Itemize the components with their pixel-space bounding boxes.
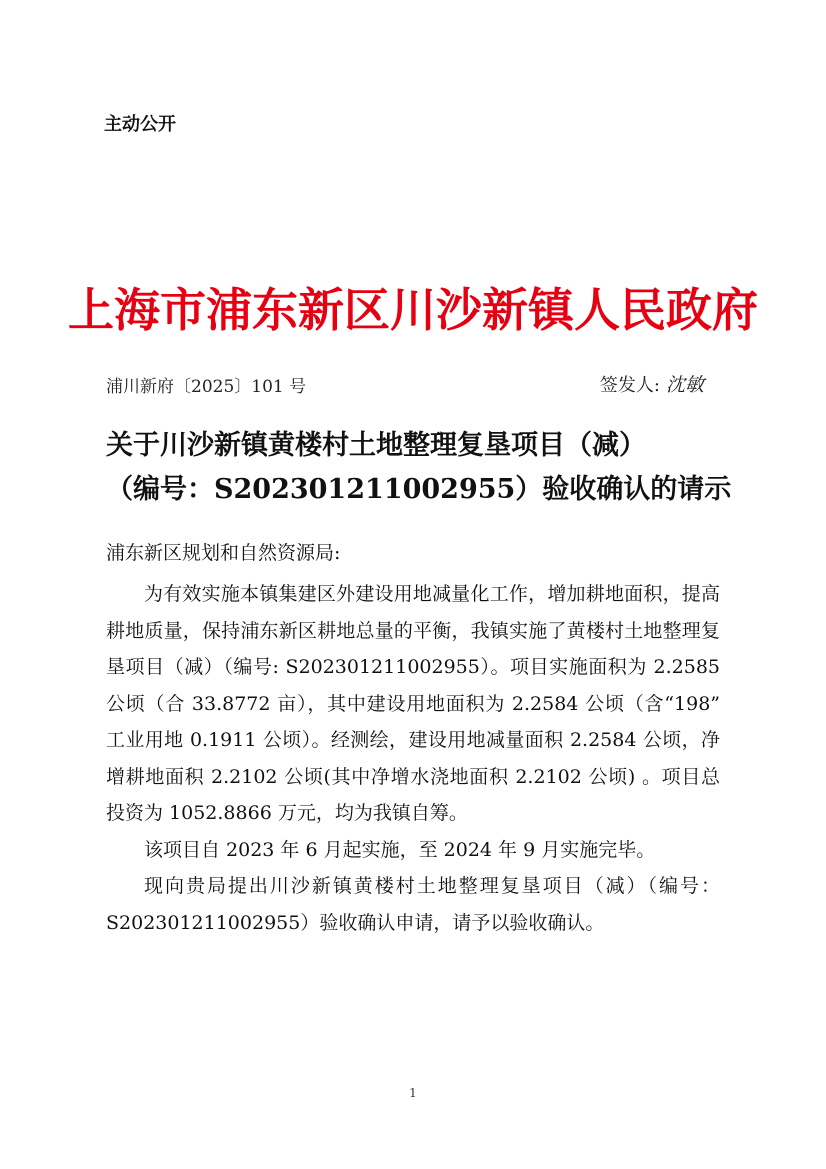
document-title-line-2: （编号：S202301211002955）验收确认的请示 <box>106 474 732 505</box>
body-paragraph-2: 该项目自 2023 年 6 月起实施，至 2024 年 9 月实施完毕。 <box>144 838 656 861</box>
body-paragraph-3: 现向贵局提出川沙新镇黄楼村土地整理复垦项目（减）（编号：S202301211002955）验收确认申请，请予以验收确认。 <box>106 875 720 934</box>
addressee: 浦东新区规划和自然资源局: <box>106 542 341 564</box>
issuer-title: 上海市浦东新区川沙新镇人民政府 <box>68 283 758 337</box>
body-text <box>106 576 720 941</box>
body-paragraph-1: 为有效实施本镇集建区外建设用地减量化工作，增加耕地面积，提高耕地质量，保持浦东新区耕地总量的平衡，我镇实施了黄楼村土地整理复垦项目（减）（编号: S202301211002955）。项目实施面积为 2.2585 公顷（合 33.8772 亩），其中建设用地面积为 2.2584 公顷（含“198” 工业用地 0.1911 公顷）。经测绘，建设用地减量面积 2.2584 公顷，净增耕地面积 2.2102 公顷(其中净增水浇地面积 2.2102 公顷) 。项目总投资为 1052.8866 万元，均为我镇自筹。 <box>106 583 720 824</box>
signer-block <box>600 370 704 397</box>
document-title <box>106 424 732 512</box>
document-title-line-1: 关于川沙新镇黄楼村土地整理复垦项目（减） <box>106 430 646 461</box>
disclosure-label: 主动公开 <box>104 114 176 135</box>
document-number: 浦川新府〔2025〕101 号 <box>106 377 307 397</box>
signer-label: 签发人: <box>599 375 660 396</box>
page-number: 1 <box>409 1086 417 1100</box>
signer-signature: 沈敏 <box>665 374 704 396</box>
